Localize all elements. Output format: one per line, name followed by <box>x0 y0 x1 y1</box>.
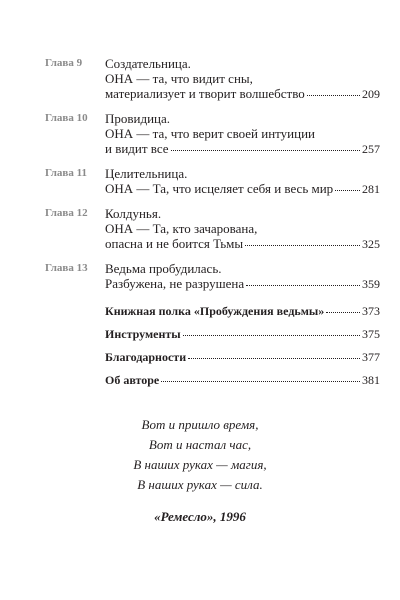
dot-leader <box>307 92 360 96</box>
dot-leader <box>188 355 360 359</box>
chapter-entry <box>105 56 380 102</box>
section-title: Инструменты <box>105 327 181 341</box>
table-of-contents <box>45 56 380 396</box>
epigraph-line: Вот и пришло время, <box>141 417 259 432</box>
chapter-title: Целительница. <box>105 166 188 181</box>
chapter-subtitle-line: материализует и творит волшебство <box>105 86 305 101</box>
epigraph-line: Вот и настал час, <box>148 437 252 452</box>
chapter-entry <box>105 111 380 157</box>
epigraph-line: В наших руках — сила. <box>137 477 263 492</box>
page-number: 373 <box>362 304 380 318</box>
dot-leader <box>245 242 360 246</box>
toc-about-author[interactable] <box>105 373 380 388</box>
chapter-title: Провидица. <box>105 111 171 126</box>
chapter-title: Колдунья. <box>105 206 162 221</box>
epigraph-source: «Ремесло», 1996 <box>154 509 246 524</box>
page-number: 325 <box>362 237 380 251</box>
dot-leader <box>183 332 360 336</box>
epigraph <box>0 415 400 527</box>
toc-acknowledgements[interactable] <box>105 350 380 365</box>
chapter-subtitle-line: Разбужена, не разрушена <box>105 276 245 291</box>
toc-chapter-9[interactable] <box>45 56 380 102</box>
epigraph-line: В наших руках — магия, <box>133 457 267 472</box>
page-number: 377 <box>362 350 380 364</box>
chapter-number: Глава 10 <box>45 112 88 124</box>
dot-leader <box>161 378 360 382</box>
page-number: 359 <box>362 277 380 291</box>
chapter-subtitle-line: ОНА — та, что видит сны, <box>105 71 253 86</box>
page-number: 381 <box>362 373 380 387</box>
chapter-number: Глава 13 <box>45 262 88 274</box>
toc-tools[interactable] <box>105 327 380 342</box>
chapter-subtitle-line: и видит все <box>105 141 169 156</box>
toc-bookshelf[interactable] <box>105 304 380 319</box>
dot-leader <box>335 187 360 191</box>
toc-chapter-12[interactable] <box>45 206 380 252</box>
dot-leader <box>326 309 360 313</box>
page-number: 281 <box>362 182 380 196</box>
page-number: 209 <box>362 87 380 101</box>
chapter-subtitle-line: ОНА — Та, кто зачарована, <box>105 221 258 236</box>
page-number: 257 <box>362 142 380 156</box>
chapter-title: Ведьма пробудилась. <box>105 261 222 276</box>
toc-chapter-11[interactable] <box>45 166 380 197</box>
chapter-title: Создательница. <box>105 56 191 71</box>
section-title: Книжная полка «Пробуждения ведьмы» <box>105 304 325 318</box>
dot-leader <box>246 282 360 286</box>
section-title: Благодарности <box>105 350 187 364</box>
chapter-subtitle-line: опасна и не боится Тьмы <box>105 236 244 251</box>
chapter-subtitle-line: ОНА — та, что верит своей интуиции <box>105 126 315 141</box>
dot-leader <box>171 147 360 151</box>
chapter-number: Глава 9 <box>45 57 83 69</box>
chapter-entry <box>105 261 380 292</box>
chapter-number: Глава 11 <box>45 167 88 179</box>
chapter-entry <box>105 166 380 197</box>
chapter-number: Глава 12 <box>45 207 88 219</box>
toc-chapter-13[interactable] <box>45 261 380 292</box>
chapter-entry <box>105 206 380 252</box>
chapter-subtitle-line: ОНА — Та, что исцеляет себя и весь мир <box>105 181 334 196</box>
toc-chapter-10[interactable] <box>45 111 380 157</box>
page-number: 375 <box>362 327 380 341</box>
section-title: Об авторе <box>105 373 160 387</box>
